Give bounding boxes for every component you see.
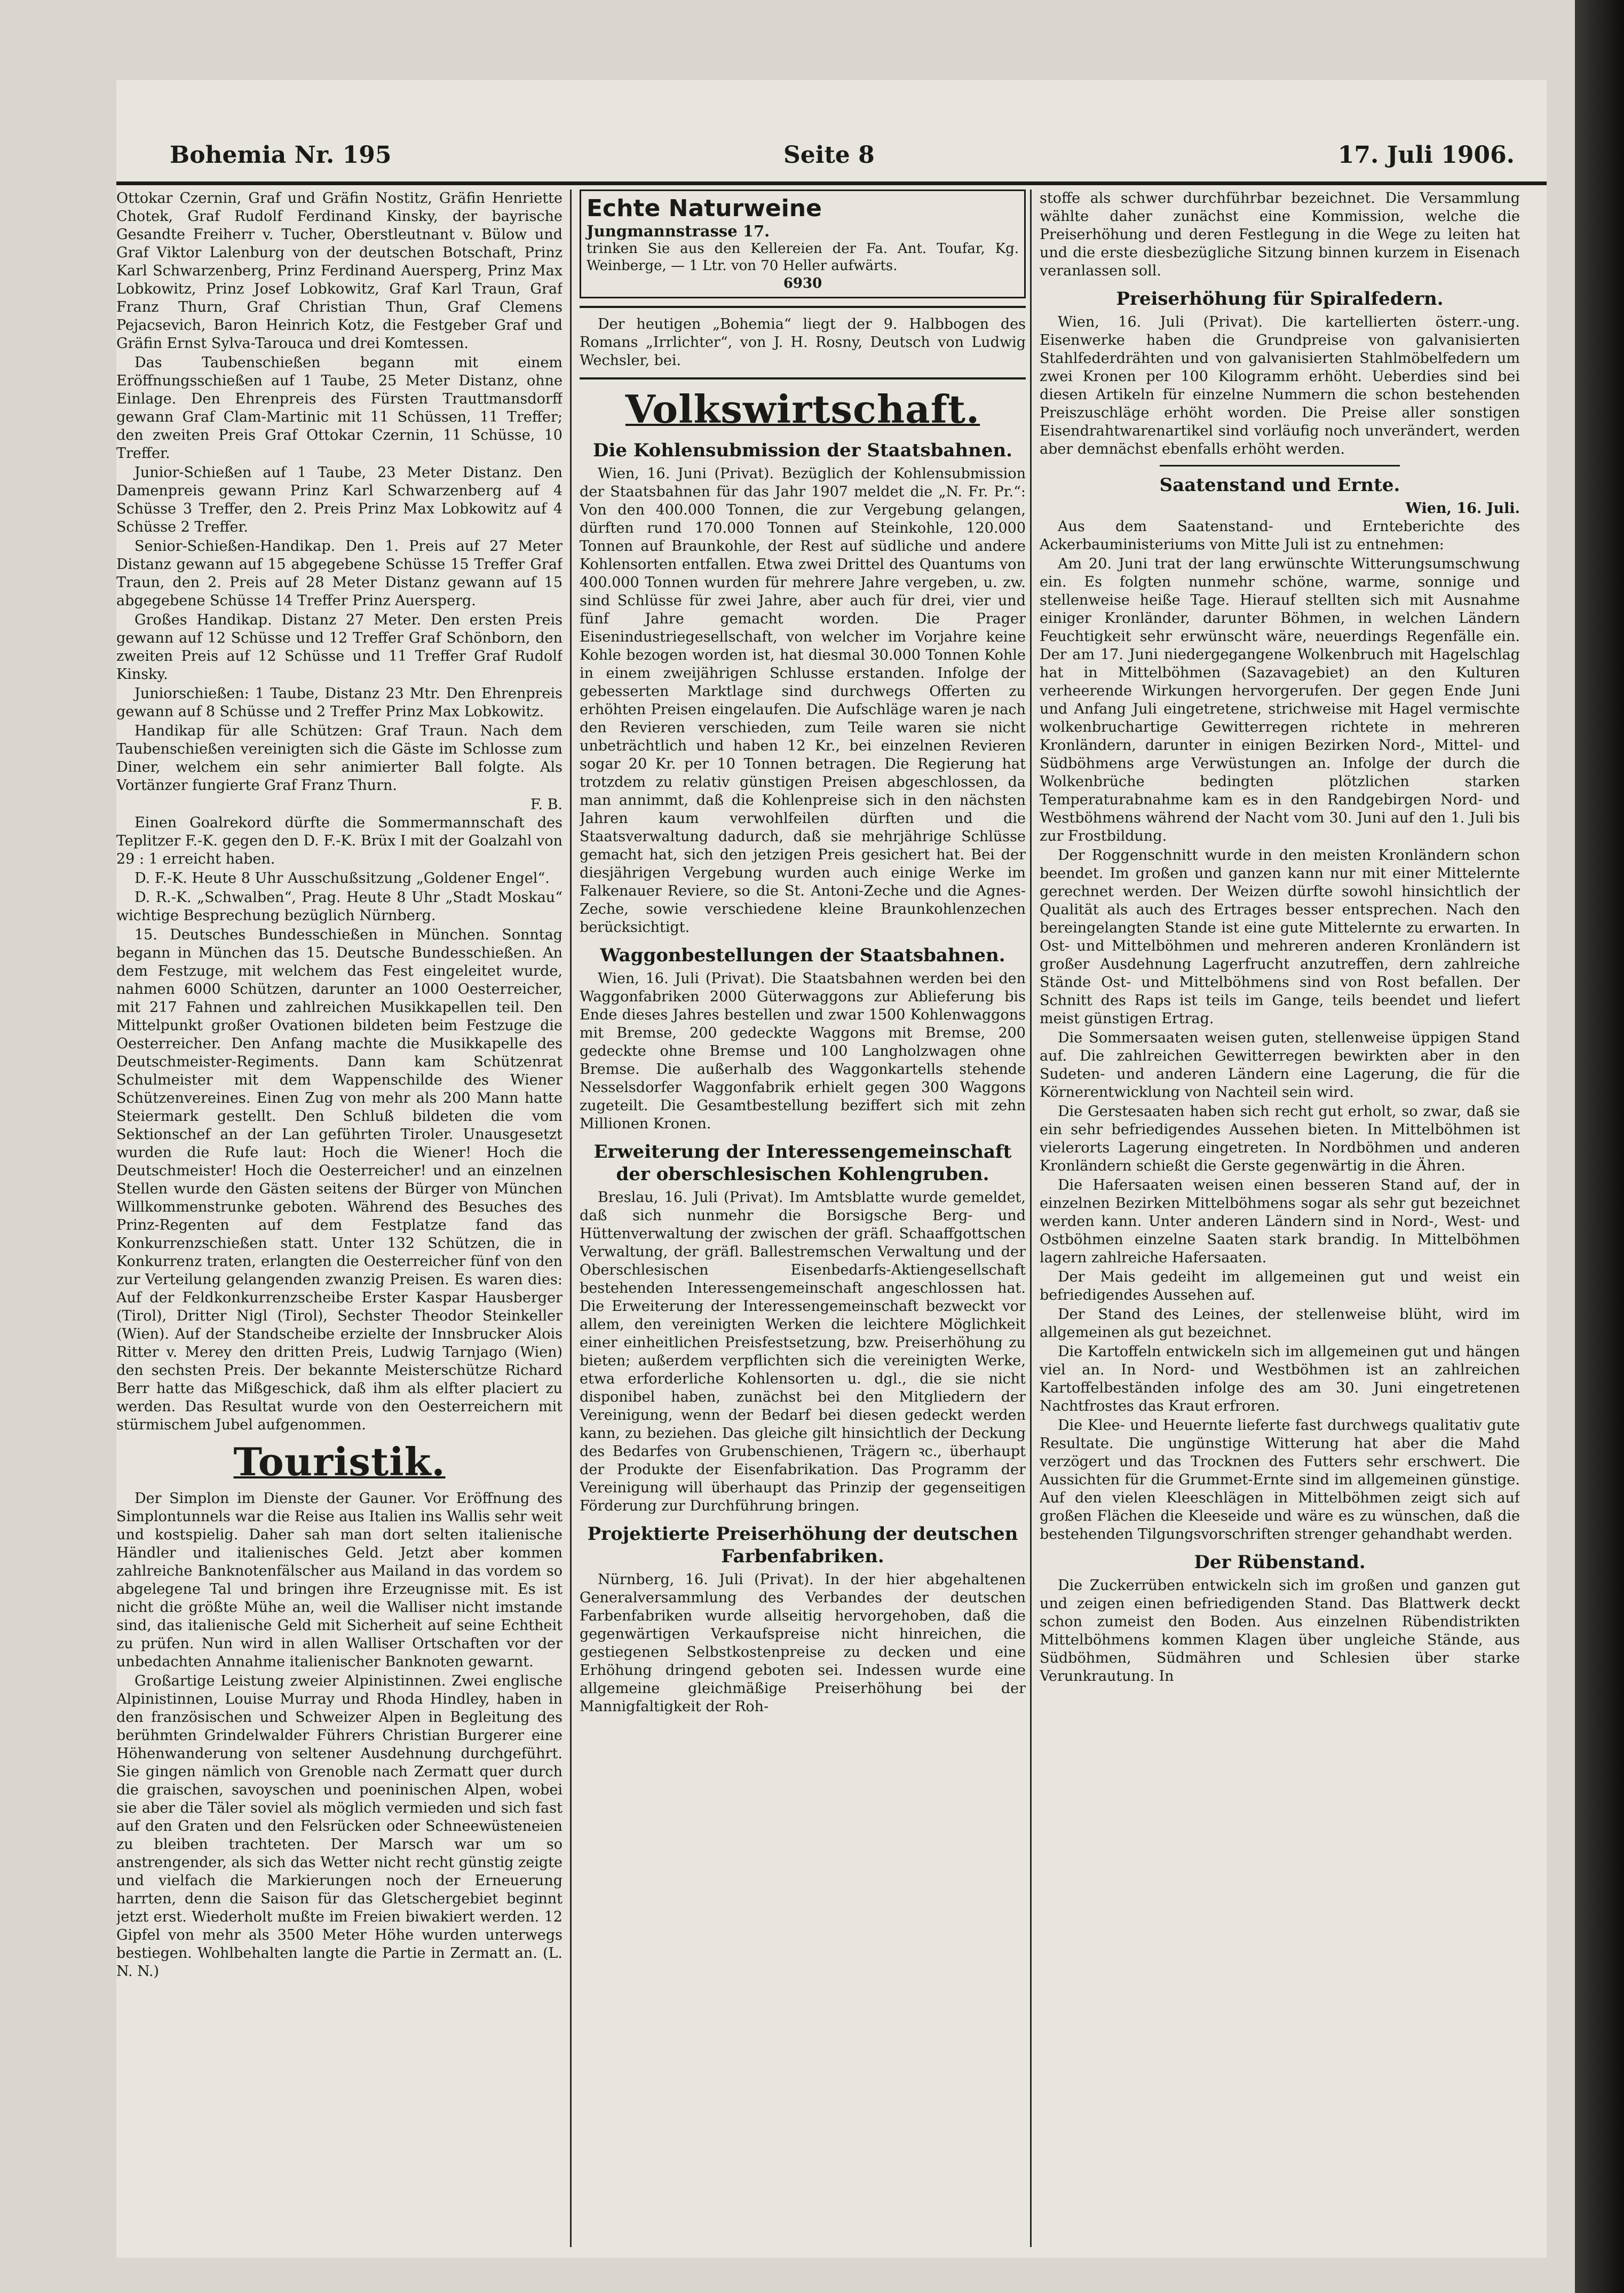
page-number: Seite 8 bbox=[783, 141, 875, 169]
paragraph: Nürnberg, 16. Juli (Privat). In der hier abgehaltenen Generalversammlung des Verbandes der deutschen Farbenfabriken wurde allseitig hervorgehoben, daß die gegenwärtigen Verkaufspreise nicht hinreichen, die gestiegenen Selbstkostenpreise zu decken und eine Erhöhung dringend geboten sei. Indessen wurde eine allgemeine gleichmäßige Preiserhöhung bei der Mannigfaltigkeit der Roh- bbox=[580, 1571, 1026, 1715]
section-heading-touristik: Touristik. bbox=[233, 1439, 446, 1484]
article-heading: Erweiterung der Interessengemeinschaft der oberschlesischen Kohlengruben. bbox=[593, 1141, 1012, 1185]
paragraph: Die Gerstesaaten haben sich recht gut erholt, so zwar, daß sie ein sehr befriedigendes Aussehen bieten. In Mittelböhmen ist vielerorts Lagerung eingetreten. In Nordböhmen und anderen Kronländern schießt die Gerste gegenwärtig in die Ähren. bbox=[1040, 1103, 1520, 1174]
paragraph: D. F.-K. Heute 8 Uhr Ausschußsitzung „Goldener Engel“. bbox=[134, 870, 550, 887]
article-heading: Projektierte Preiserhöhung der deutschen Farbenfabriken. bbox=[587, 1523, 1018, 1567]
ad-title: Echte Naturweine bbox=[587, 195, 822, 222]
paragraph: Das Taubenschießen begann mit einem Eröffnungsschießen auf 1 Taube, 25 Meter Distanz, ohne Einlage. Den Ehrenpreis des Fürsten Trauttmansdorff gewann Graf Clam-Martinic mit 11 Schüssen, 11 Treffer; den zweiten Preis Graf Ottokar Czernin, 11 Schüsse, 10 Treffer. bbox=[116, 354, 563, 462]
ad-text: trinken Sie aus den Kellereien der Fa. Ant. Toufar, Kg. Weinberge, — 1 Ltr. von 70 Heller aufwärts. bbox=[587, 241, 1019, 274]
divider bbox=[580, 306, 1026, 308]
wine-advertisement bbox=[580, 189, 1026, 298]
column-3 bbox=[1040, 189, 1520, 2250]
paragraph: Junior-Schießen auf 1 Taube, 23 Meter Distanz. Den Damenpreis gewann Prinz Karl Schwarzenberg auf 4 Schüsse 3 Treffer, den 2. Preis Prinz Max Lobkowitz auf 4 Schüsse 2 Treffer. bbox=[116, 464, 563, 535]
ad-number: 6930 bbox=[783, 275, 822, 291]
paragraph: Der Mais gedeiht im allgemeinen gut und weist ein befriedigendes Aussehen auf. bbox=[1040, 1269, 1520, 1303]
paragraph: Die Zuckerrüben entwickeln sich im großen und ganzen gut und zeigen einen befriedigenden Stand. Das Blattwerk deckt schon zumeist den Boden. Aus einzelnen Rübendistrikten Mittelböhmens kommen Klagen über ungleiche Stände, aus Südböhmen, Südmähren und Schlesien über starke Verunkrautung. In bbox=[1040, 1577, 1520, 1685]
paragraph: Großartige Leistung zweier Alpinistinnen. Zwei englische Alpinistinnen, Louise Murray und Rhoda Hindley, haben in den französischen und Schweizer Alpen in Begleitung des berühmten Grindelwalder Führers Christian Burgerer eine Höhenwanderung von seltener Ausdehnung durchgeführt. Sie gingen nämlich von Grenoble nach Zermatt quer durch die graischen, savoyschen und poeninischen Alpen, wobei sie aber die Täler soviel als möglich vermieden und sich fast auf den Graten und den Felsrücken oder Schneewüsteneien zu bleiben trachteten. Der Marsch war um so anstrengender, als sich das Wetter nicht recht günstig zeigte und vielfach die Markierungen noch der Erneuerung harrten, denn die Saison für das Gletschergebiet beginnt jetzt erst. Wiederholt mußte im Freien biwakiert werden. 12 Gipfel von mehr als 3500 Meter Höhe wurden unterwegs bestiegen. Wohlbehalten langte die Partie in Zermatt an. (L. N. N.) bbox=[116, 1673, 563, 1980]
paragraph: Juniorschießen: 1 Taube, Distanz 23 Mtr. Den Ehrenpreis gewann auf 8 Schüsse und 2 Treffer Prinz Max Lobkowitz. bbox=[116, 685, 563, 720]
paragraph: D. R.-K. „Schwalben“, Prag. Heute 8 Uhr „Stadt Moskau“ wichtige Besprechung bezüglich Nürnberg. bbox=[116, 889, 563, 924]
article-heading: Waggonbestellungen der Staatsbahnen. bbox=[600, 945, 1005, 966]
paragraph: Handikap für alle Schützen: Graf Traun. Nach dem Taubenschießen vereinigten sich die Gäste im Schlosse zum Diner, welchem ein sehr animierter Ball folgte. Als Vortänzer fungierte Graf Franz Thurn. bbox=[116, 723, 563, 794]
column-separator bbox=[570, 189, 572, 2247]
paragraph: Breslau, 16. Juli (Privat). Im Amtsblatte wurde gemeldet, daß sich nunmehr die Borsigsche Berg- und Hüttenverwaltung der zwischen der gräfl. Schaaffgottschen Verwaltung, der gräfl. Ballestremschen Verwaltung und der Oberschlesischen Eisenbedarfs-Aktiengesellschaft bestehenden Interessengemeinschaft angeschlossen hat. Die Erweiterung der Interessengemeinschaft bezweckt vor allem, den vereinigten Werken die leichtere Möglichkeit einer einheitlichen Preisfestsetzung, bzw. Preiserhöhung zu bieten; außerdem verpflichten sich die vereinigten Werke, etwa erforderliche Kohlensorten u. dgl., die sie nicht disponibel haben, zunächst bei den Mitgliedern der Vereinigung, wenn der Bedarf bei diesen gedeckt werden kann, zu beziehen. Das gleiche gilt hinsichtlich der Deckung des Bedarfes von Grubenschienen, Trägern ꝛc., überhaupt der Produkte der Eisenfabrikation. Das Programm der Vereinigung will überhaupt das Prinzip der gegenseitigen Förderung zur Durchführung bringen. bbox=[580, 1189, 1026, 1514]
paragraph: Wien, 16. Juni (Privat). Bezüglich der Kohlensubmission der Staatsbahnen für das Jahr 1907 meldet die „N. Fr. Pr.“: Von den 400.000 Tonnen, die zur Vergebung gelangen, dürften rund 170.000 Tonnen auf Steinkohle, 120.000 Tonnen auf Braunkohle, der Rest auf südliche und andere Kohlensorten entfallen. Etwa zwei Drittel des Quantums von 400.000 Tonnen wurden für mehrere Jahre vergeben, u. zw. sind Schlüsse für zwei Jahre, aber auch für drei, vier und fünf Jahre gemacht worden. Die Prager Eisenindustriegesellschaft, von welcher im Vorjahre keine Kohle bezogen worden ist, hat diesmal 30.000 Tonnen Kohle in einem zweijährigen Schlusse erstanden. Infolge der gebesserten Marktlage sind durchwegs Offerten zu erhöhten Preisen eingelaufen. Die Aufschläge waren je nach den Revieren verschieden, zum Teile waren sie nicht unbeträchtlich und haben 12 Kr., bei einzelnen Revieren sogar 20 Kr. per 10 Tonnen betragen. Die Regierung hat trotzdem zu relativ günstigen Preisen abgeschlossen, da man annimmt, daß die Kohlenpreise sich in den nächsten Jahren kaum verwohlfeilen dürften und die Staatsverwaltung dadurch, daß sie mehrjährige Schlüsse gemacht hat, sich den jetzigen Preis gesichert hat. Bei der diesjährigen Vergebung wurden auch einige Werke im Falkenauer Reviere, so die St. Antoni-Zeche und die Agnes-Zeche, sowie verschiedene kleine Braunkohlenzechen berücksichtigt. bbox=[580, 465, 1026, 936]
paragraph: Ottokar Czernin, Graf und Gräfin Nostitz, Gräfin Henriette Chotek, Graf Rudolf Ferdinand Kinsky, der bayrische Gesandte Freiherr v. Tucher, Oberstleutnant v. Bülow und Graf Viktor Lalenburg von der deutschen Botschaft, Prinz Karl Schwarzenberg, Prinz Ferdinand Auersperg, Prinz Max Lobkowitz, Prinz Josef Lobkowitz, Graf Karl Traun, Graf Franz Thurn, Graf Christian Thun, Graf Clemens Pejacsevich, Baron Heinrich Kotz, die Festgeber Graf und Gräfin Ernst Sylva-Tarouca und drei Komtessen. bbox=[116, 190, 563, 352]
paragraph: Der Simplon im Dienste der Gauner. Vor Eröffnung des Simplontunnels war die Reise aus Italien ins Wallis sehr weit und kostspielig. Daher sah man dort selten italienische Händler und italienisches Geld. Jetzt aber kommen zahlreiche Banknotenfälscher aus Mailand in das vordem so abgelegene Tal und bringen ihre Erzeugnisse mit. Es ist nicht die größte Mühe an, weil die Walliser nicht imstande sind, das italienische Geld mit Sicherheit auf seine Echtheit zu prüfen. Nun wird in allen Walliser Ortschaften vor der unbedachten Annahme italienischer Banknoten gewarnt. bbox=[116, 1490, 563, 1670]
column-separator bbox=[1030, 189, 1032, 2247]
newspaper-page bbox=[116, 80, 1547, 2258]
paragraph: Die Kartoffeln entwickeln sich im allgemeinen gut und hängen viel an. In Nord- und Westböhmen ist an zahlreichen Kartoffelbeständen infolge des am 30. Juni eingetretenen Nachtfrostes das Kraut erfroren. bbox=[1040, 1343, 1520, 1414]
dateline: Wien, 16. Juli. bbox=[1405, 500, 1520, 517]
column-1 bbox=[116, 189, 563, 2250]
divider bbox=[1160, 465, 1400, 466]
paragraph: 15. Deutsches Bundesschießen in München. Sonntag begann in München das 15. Deutsche Bundesschießen. An dem Festzuge, mit welchem das Fest eingeleitet wurde, nahmen 6000 Schützen, darunter an 1000 Oesterreicher, mit 217 Fahnen und zahlreichen Musikkapellen teil. Den Mittelpunkt großer Ovationen bildeten beim Festzuge die Oesterreicher. Den Anfang machte die Musikkapelle des Deutschmeister-Regiments. Dann kam Schützenrat Schulmeister mit dem Wappenschilde des Wiener Schützenvereines. Einen Zug von mehr als 200 Mann hatte Steiermark gestellt. Den Schluß bildeten die vom Sektionschef an der Lan geführten Tiroler. Unausgesetzt wurden die Rufe laut: Hoch die Wiener! Hoch die Deutschmeister! Hoch die Oesterreicher! und an einzelnen Stellen wurde den Gästen seitens der Bürger von München Willkommenstrunke geboten. Während des Besuches des Prinz-Regenten auf dem Festplatze fand das Konkurrenzschießen statt. Unter 132 Schützen, die in Konkurrenz traten, erlangten die Oesterreicher fünf von den zur Verteilung gelangenden zwanzig Preisen. Es waren dies: Auf der Feldkonkurrenzscheibe Erster Kaspar Hausberger (Tirol), Dritter Nigl (Tirol), Sechster Theodor Steinkeller (Wien). Auf der Standscheibe erzielte der Innsbrucker Alois Ritter v. Merey den dritten Preis, Ludwig Tarnjago (Wien) den sechsten Preis. Der bekannte Meisterschütze Richard Berr hatte das Mißgeschick, daß ihm als elfter placiert zu werden. Das Resultat wurde von den Oesterreichern mit stürmischem Jubel aufgenommen. bbox=[116, 927, 563, 1433]
scan-edge bbox=[1575, 0, 1624, 2293]
issue-date: 17. Juli 1906. bbox=[1337, 141, 1515, 169]
article-heading: Die Kohlensubmission der Staatsbahnen. bbox=[592, 440, 1013, 461]
article-heading: Preiserhöhung für Spiralfedern. bbox=[1116, 288, 1444, 310]
paragraph: Wien, 16. Juli (Privat). Die Staatsbahnen werden bei den Waggonfabriken 2000 Güterwaggons zur Ablieferung bis Ende dieses Jahres bestellen und zwar 1500 Kohlenwaggons mit Bremse, 200 gedeckte Waggons mit Bremse, 200 gedeckte ohne Bremse und 100 Langholzwagen ohne Bremse. Die außerhalb des Waggonkartells stehende Nesselsdorfer Waggonfabrik erhielt gegen 300 Waggons zugeteilt. Die Gesamtbestellung beziffert sich mit zehn Millionen Kronen. bbox=[580, 970, 1026, 1132]
paragraph: Einen Goalrekord dürfte die Sommermannschaft des Teplitzer F.-K. gegen den D. F.-K. Brüx I mit der Goalzahl von 29 : 1 erreicht haben. bbox=[116, 815, 563, 867]
paragraph: Die Sommersaaten weisen guten, stellenweise üppigen Stand auf. Die zahlreichen Gewitterregen bewirkten aber in den Sudeten- und anderen Ländern eine Lagerung, die für die Körnerentwicklung von Nachteil sein wird. bbox=[1040, 1030, 1520, 1101]
author-signature: F. B. bbox=[530, 796, 563, 813]
paragraph: Die Klee- und Heuernte lieferte fast durchwegs qualitativ gute Resultate. Die ungünstige Witterung hat aber die Mahd verzögert und das Trocknen des Futters sehr erschwert. Die Aussichten für die Grummet-Ernte sind im allgemeinen günstige. Auf den vielen Kleeschlägen in Mittelböhmen zeigt sich auf großen Flächen die Kleeseide und wäre es zu wünschen, daß die bestehenden Tilgungsvorschriften strenger gehandhabt werden. bbox=[1040, 1417, 1520, 1543]
supplement-notice: Der heutigen „Bohemia“ liegt der 9. Halbbogen des Romans „Irrlichter“, von J. H. Rosny, Deutsch von Ludwig Wechsler, bei. bbox=[580, 316, 1026, 369]
paragraph: Am 20. Juni trat der lang erwünschte Witterungsumschwung ein. Es folgten nunmehr schöne, warme, sonnige und stellenweise heiße Tage. Hierauf stellten sich mit Ausnahme einiger Kronländer, darunter Böhmen, in welchen Ländern Feuchtigkeit sehr erwünscht wäre, neuerdings Regenfälle ein. Der am 17. Juni niedergegangene Wolkenbruch mit Hagelschlag hat in Mittelböhmen (Sazavagebiet) an den Kulturen verheerende Wirkungen hervorgerufen. Der gegen Ende Juni und Anfang Juli eingetretene, strichweise mit Hagel vermischte wolkenbruchartige Gewitterregen richtete in mehreren Kronländern, darunter in einigen Bezirken Nord-, Mittel- und Südböhmens arge Verwüstungen an. Infolge der durch die Wolkenbrüche bedingten plötzlichen starken Temperaturabnahme kam es in den Randgebirgen Nord- und Westböhmens während der Nacht vom 30. Juni auf den 1. Juli bis zur Frostbildung. bbox=[1040, 556, 1520, 844]
paragraph: Der Stand des Leines, der stellenweise blüht, wird im allgemeinen als gut bezeichnet. bbox=[1040, 1306, 1520, 1341]
header-rule bbox=[116, 181, 1547, 185]
page-header bbox=[116, 141, 1547, 184]
paragraph: stoffe als schwer durchführbar bezeichnet. Die Versammlung wählte daher zunächst eine Kommission, welche die Preiserhöhung und deren Festlegung in die Wege zu leiten hat und die erste diesbezügliche Sitzung binnen kurzem in Eisenach veranlassen soll. bbox=[1040, 190, 1520, 279]
paragraph: Die Hafersaaten weisen einen besseren Stand auf, der in einzelnen Bezirken Mittelböhmens sogar als sehr gut bezeichnet werden kann. Unter anderen Ländern sind in Nord-, West- und Ostböhmen einzelne Saaten stark brandig. In Mittelböhmen lagern zahlreiche Hafersaaten. bbox=[1040, 1177, 1520, 1266]
ad-address: Jungmannstrasse 17. bbox=[587, 222, 770, 240]
paragraph: Wien, 16. Juli (Privat). Die kartellierten österr.-ung. Eisenwerke haben die Grundpreise von galvanisierten Stahlfederdrähten und von galvanisierten Stahlmöbelfedern um zwei Kronen per 100 Kilogramm erhöht. Ueberdies sind bei diesen Artikeln für einzelne Nummern die schon bestehenden Preiszuschläge erhöht worden. Die Preise aller sonstigen Eisendrahtwarenartikel sind vorläufig noch unverändert, werden aber demnächst ebenfalls erhöht werden. bbox=[1040, 314, 1520, 457]
article-heading: Saatenstand und Ernte. bbox=[1159, 475, 1400, 496]
paragraph: Senior-Schießen-Handikap. Den 1. Preis auf 27 Meter Distanz gewann auf 15 abgegebene Schüsse 15 Treffer Graf Traun, den 2. Preis auf 28 Meter Distanz gewann auf 15 abgegebene Schüsse 14 Treffer Prinz Auersperg. bbox=[116, 538, 563, 609]
column-2 bbox=[580, 189, 1026, 2250]
paragraph: Großes Handikap. Distanz 27 Meter. Den ersten Preis gewann auf 12 Schüsse und 12 Treffer Graf Schönborn, den zweiten Preis auf 12 Schüsse und 11 Treffer Graf Rudolf Kinsky. bbox=[116, 612, 563, 683]
paragraph: Der Roggenschnitt wurde in den meisten Kronländern schon beendet. Im großen und ganzen kann nur mit einer Mittelernte gerechnet werden. Der Weizen dürfte sowohl hinsichtlich der Qualität als auch des Ertrages besser entsprechen. Nach den bereingelangten Stande ist eine gute Mittelernte zu erwarten. In Ost- und Mittelböhmen und mehreren anderen Kronländern ist großer Ausdehnung Lagerfrucht anzutreffen, dern zahlreiche Stände Ost- und Mittelböhmens sind von Rost befallen. Der Schnitt des Raps ist teils im Gange, teils beendet und liefert meist günstigen Ertrag. bbox=[1040, 847, 1520, 1027]
paragraph: Aus dem Saatenstand- und Ernteberichte des Ackerbauministeriums von Mitte Juli ist zu entnehmen: bbox=[1040, 518, 1520, 553]
divider bbox=[580, 377, 1026, 379]
paper-title: Bohemia Nr. 195 bbox=[170, 141, 392, 169]
section-heading-volkswirtschaft: Volkswirtschaft. bbox=[625, 386, 980, 432]
article-heading: Der Rübenstand. bbox=[1194, 1552, 1366, 1573]
